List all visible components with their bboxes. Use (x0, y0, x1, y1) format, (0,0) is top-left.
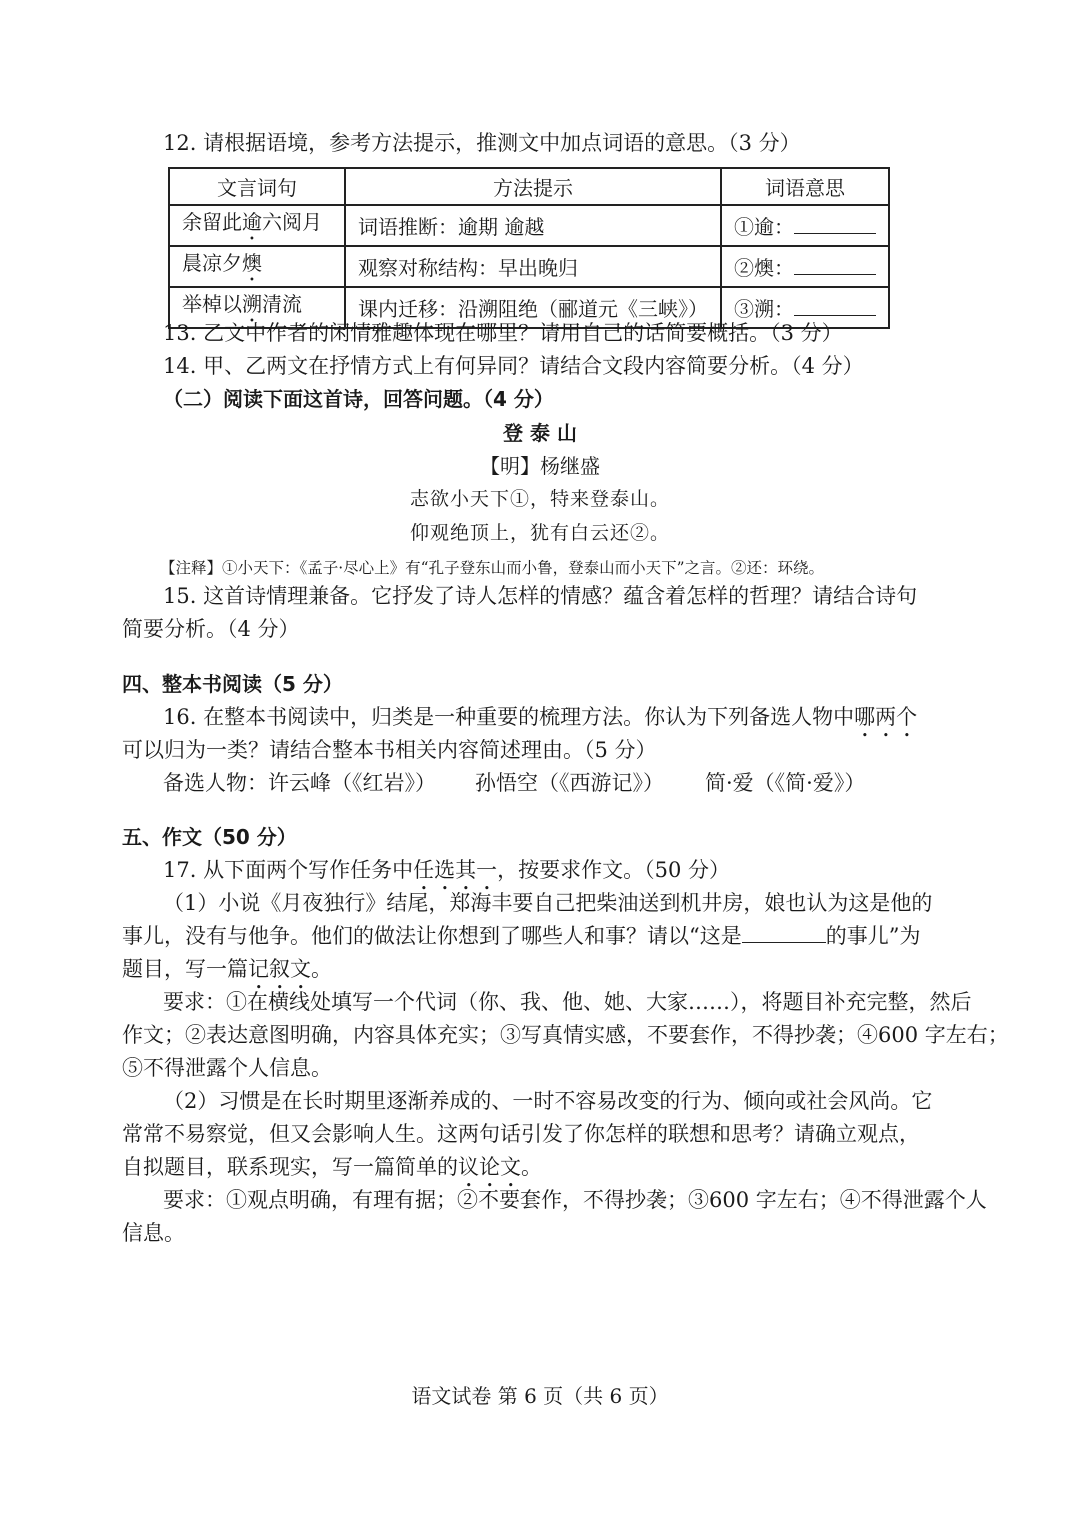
q15-line-2: 简要分析。（4 分） (122, 617, 300, 641)
method-hint: 课内迁移：沿溯阻绝（郦道元《三峡》） (345, 287, 721, 328)
task2-line-1: （2）习惯是在长时期里逐渐养成的、一时不容易改变的行为、倾向或社会风尚。它 (163, 1089, 933, 1113)
q16-candidate-3: 简·爱（《简·爱》） (705, 771, 866, 795)
header-classical: 文言词句 (169, 168, 345, 205)
q16-line-1: 16. 在整本书阅读中，归类是一种重要的梳理方法。你认为下列备选人物中哪两个 (163, 705, 918, 729)
section4-title: 四、整本书阅读（5 分） (122, 672, 343, 696)
q16-line-2: 可以归为一类？请结合整本书相关内容简述理由。（5 分） (122, 738, 657, 762)
meaning-cell: ①逾： (721, 205, 889, 246)
answer-blank[interactable] (794, 256, 876, 275)
method-hint: 词语推断：逾期 逾越 (345, 205, 721, 246)
vocab-table (168, 167, 890, 329)
poem-line-2: 仰观绝顶上，犹有白云还②。 (409, 522, 670, 544)
page-footer: 语文试卷 第 6 页（共 6 页） (411, 1384, 669, 1408)
answer-blank[interactable] (794, 215, 876, 234)
task1-req-1: 要求：①在横线处填写一个代词（你、我、他、她、大家……），将题目补充完整，然后 (163, 990, 972, 1014)
section5-title: 五、作文（50 分） (122, 825, 297, 849)
task1-req-3: ⑤不得泄露个人信息。 (122, 1056, 332, 1080)
table-row (169, 205, 889, 246)
q13: 13. 乙文中作者的闲情雅趣体现在哪里？请用自己的话简要概括。（3 分） (163, 321, 843, 345)
title-blank[interactable] (742, 924, 826, 943)
header-meaning: 词语意思 (721, 168, 889, 205)
poem-note: 【注释】①小天下：《孟子·尽心上》有“孔子登东山而小鲁，登泰山而小天下”之言。②还：环绕。 (160, 559, 825, 577)
q17-stem: 17. 从下面两个写作任务中任选其一，按要求作文。（50 分） (163, 858, 730, 882)
task2-req-1: 要求：①观点明确，有理有据；②不要套作，不得抄袭；③600 字左右；④不得泄露个人 (163, 1188, 987, 1212)
header-method: 方法提示 (345, 168, 721, 205)
classical-phrase: 余留此逾六阅月 (169, 205, 345, 246)
q16-candidate-2: 孙悟空（《西游记》） (475, 771, 664, 795)
classical-phrase: 晨凉夕燠 (169, 246, 345, 287)
answer-blank[interactable] (794, 297, 876, 316)
q16-candidate-1: 备选人物：许云峰（《红岩》） (163, 771, 436, 795)
meaning-cell: ②燠： (721, 246, 889, 287)
task2-line-2: 常常不易察觉，但又会影响人生。这两句话引发了你怎样的联想和思考？请确立观点， (122, 1122, 920, 1146)
poem-title: 登 泰 山 (503, 421, 577, 445)
task1-line-2: 事儿，没有与他争。他们的做法让你想到了哪些人和事？请以“这是 的事儿”为 (122, 924, 921, 948)
task1-line-1: （1）小说《月夜独行》结尾，郑海丰要自己把柴油送到机井房，娘也认为这是他的 (163, 891, 933, 915)
method-hint: 观察对称结构：早出晚归 (345, 246, 721, 287)
table-header-row (169, 168, 889, 205)
poem-line-1: 志欲小天下①，特来登泰山。 (409, 488, 670, 510)
task2-line-3: 自拟题目，联系现实，写一篇简单的议论文。 (122, 1155, 542, 1179)
section2-title: （二）阅读下面这首诗，回答问题。（4 分） (163, 387, 554, 411)
q12-stem: 12. 请根据语境，参考方法提示，推测文中加点词语的意思。（3 分） (163, 131, 801, 155)
q14: 14. 甲、乙两文在抒情方式上有何异同？请结合文段内容简要分析。（4 分） (163, 354, 864, 378)
table-row (169, 246, 889, 287)
poem-author: 【明】杨继盛 (480, 454, 600, 478)
task1-req-2: 作文；②表达意图明确，内容具体充实；③写真情实感，不要套作，不得抄袭；④600 字左右； (122, 1023, 1009, 1047)
meaning-cell: ③溯： (721, 287, 889, 328)
classical-phrase: 举棹以溯清流 (169, 287, 345, 328)
q15-line-1: 15. 这首诗情理兼备。它抒发了诗人怎样的情感？蕴含着怎样的哲理？请结合诗句 (163, 584, 918, 608)
task1-line-3: 题目，写一篇记叙文。 (122, 957, 332, 981)
task2-req-2: 信息。 (122, 1221, 185, 1245)
